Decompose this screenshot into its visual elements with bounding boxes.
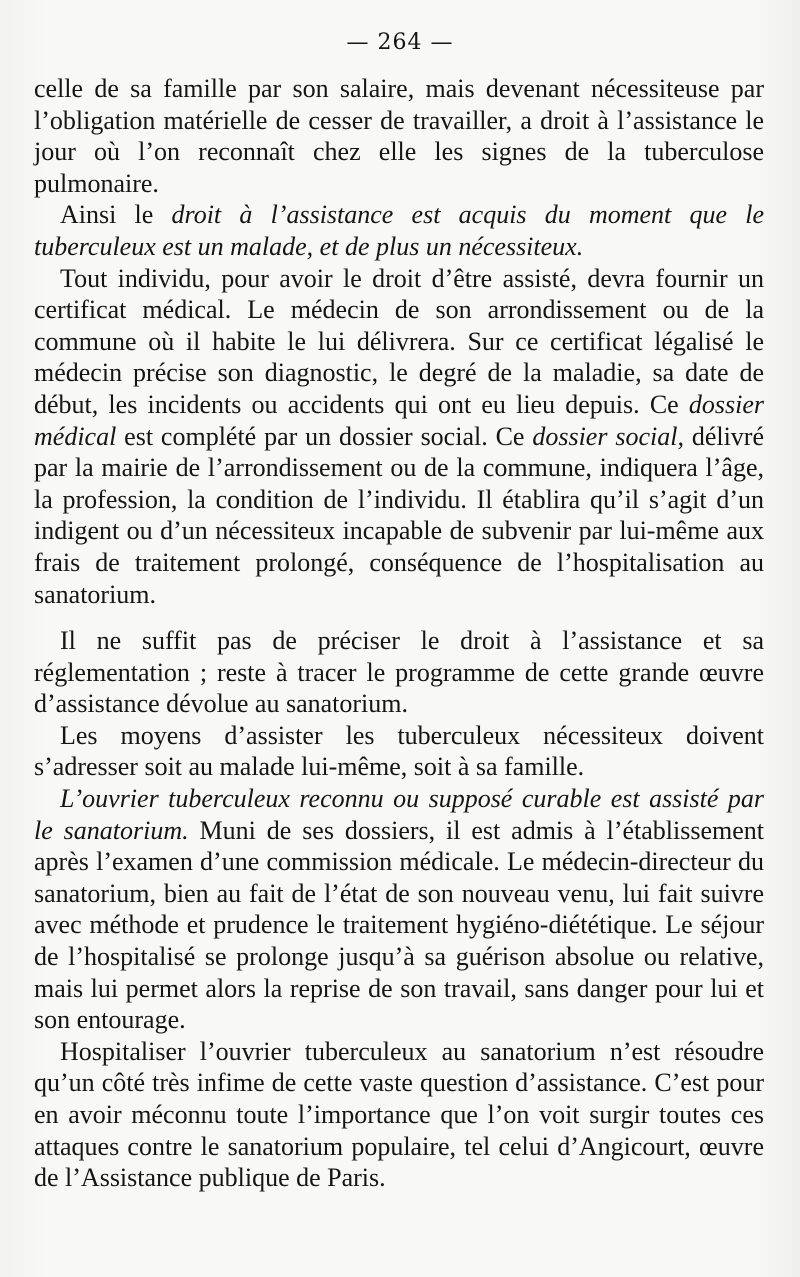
paragraph-1 — [34, 73, 764, 199]
page-number: — 264 — — [346, 30, 454, 55]
text-run: délivré par la mairie de l’arrondissement ou de la commune, indiquera l’âge, la profession, la condition de l’individu. Il établira qu’il s’agit d’un indigent ou d’un nécessiteux incapable de subvenir par lui-même aux frais de traitement prolongé, conséquence de l’hospitalisation au sanatorium. — [34, 421, 765, 609]
paragraph-7 — [34, 1036, 764, 1194]
paragraph-4 — [34, 625, 764, 720]
text-run: est complété par un dossier social. Ce — [116, 421, 533, 451]
paragraph-6 — [34, 783, 764, 1036]
text-run: Les moyens d’assister les tuberculeux nécessiteux doivent s’adresser soit au malade lui-même, soit à sa famille. — [34, 720, 764, 782]
paragraph-2 — [34, 199, 764, 262]
text-run: Hospitaliser l’ouvrier tuberculeux au sanatorium n’est résoudre qu’un côté très infime de cette vaste question d’assistance. C’est pour en avoir méconnu toute l’importance que l’on voit surgir toutes ces attaques contre le sanatorium populaire, tel celui d’Angicourt, œuvre de l’Assistance publique de Paris. — [34, 1036, 764, 1193]
italic-run: dossier social, — [532, 421, 684, 451]
paragraph-5 — [34, 720, 764, 783]
text-run: Ainsi le — [60, 200, 172, 230]
italic-run: L’ouvrier tuberculeux reconnu ou supposé curable est assisté par le sanatorium. — [34, 784, 764, 845]
italic-run: dossier médical — [34, 389, 764, 451]
text-run: Il ne suffit pas de préciser le droit à l’assistance et sa réglementation ; reste à tracer le programme de cette grande œuvre d’assistance dévolue au sanatorium. — [34, 626, 764, 719]
text-run: Tout individu, pour avoir le droit d’être assisté, devra fournir un certificat médical. Le médecin de son arrondissement ou de la commune où il habite le lui délivrera. Sur ce certificat légalisé le médecin précise son diagnostic, le degré de la maladie, sa date de début, les incidents ou accidents qui ont eu lieu depuis. Ce — [34, 263, 764, 419]
italic-run: droit à l’assistance est acquis du moment que le tuberculeux est un malade, et de plus un nécessiteux. — [34, 200, 765, 261]
text-run: Muni de ses dossiers, il est admis à l’établissement après l’examen d’une commission médicale. Le médecin-directeur du sanatorium, bien au fait de l’état de son nouveau venu, lui fait suivre avec méthode et prudence le traitement hygiéno-diététique. Le séjour de l’hospitalisé se prolonge jusqu’à sa guérison absolue ou relative, mais lui permet alors la reprise de son travail, sans danger pour lui et son entourage. — [34, 815, 764, 1035]
text-run: celle de sa famille par son salaire, mais devenant nécessiteuse par l’obligation matérielle de cesser de travailler, a droit à l’assistance le jour où l’on reconnaît chez elle les signes de la tuberculose pulmonaire. — [34, 74, 764, 198]
paragraph-3 — [34, 263, 764, 611]
body-text — [34, 73, 764, 1194]
